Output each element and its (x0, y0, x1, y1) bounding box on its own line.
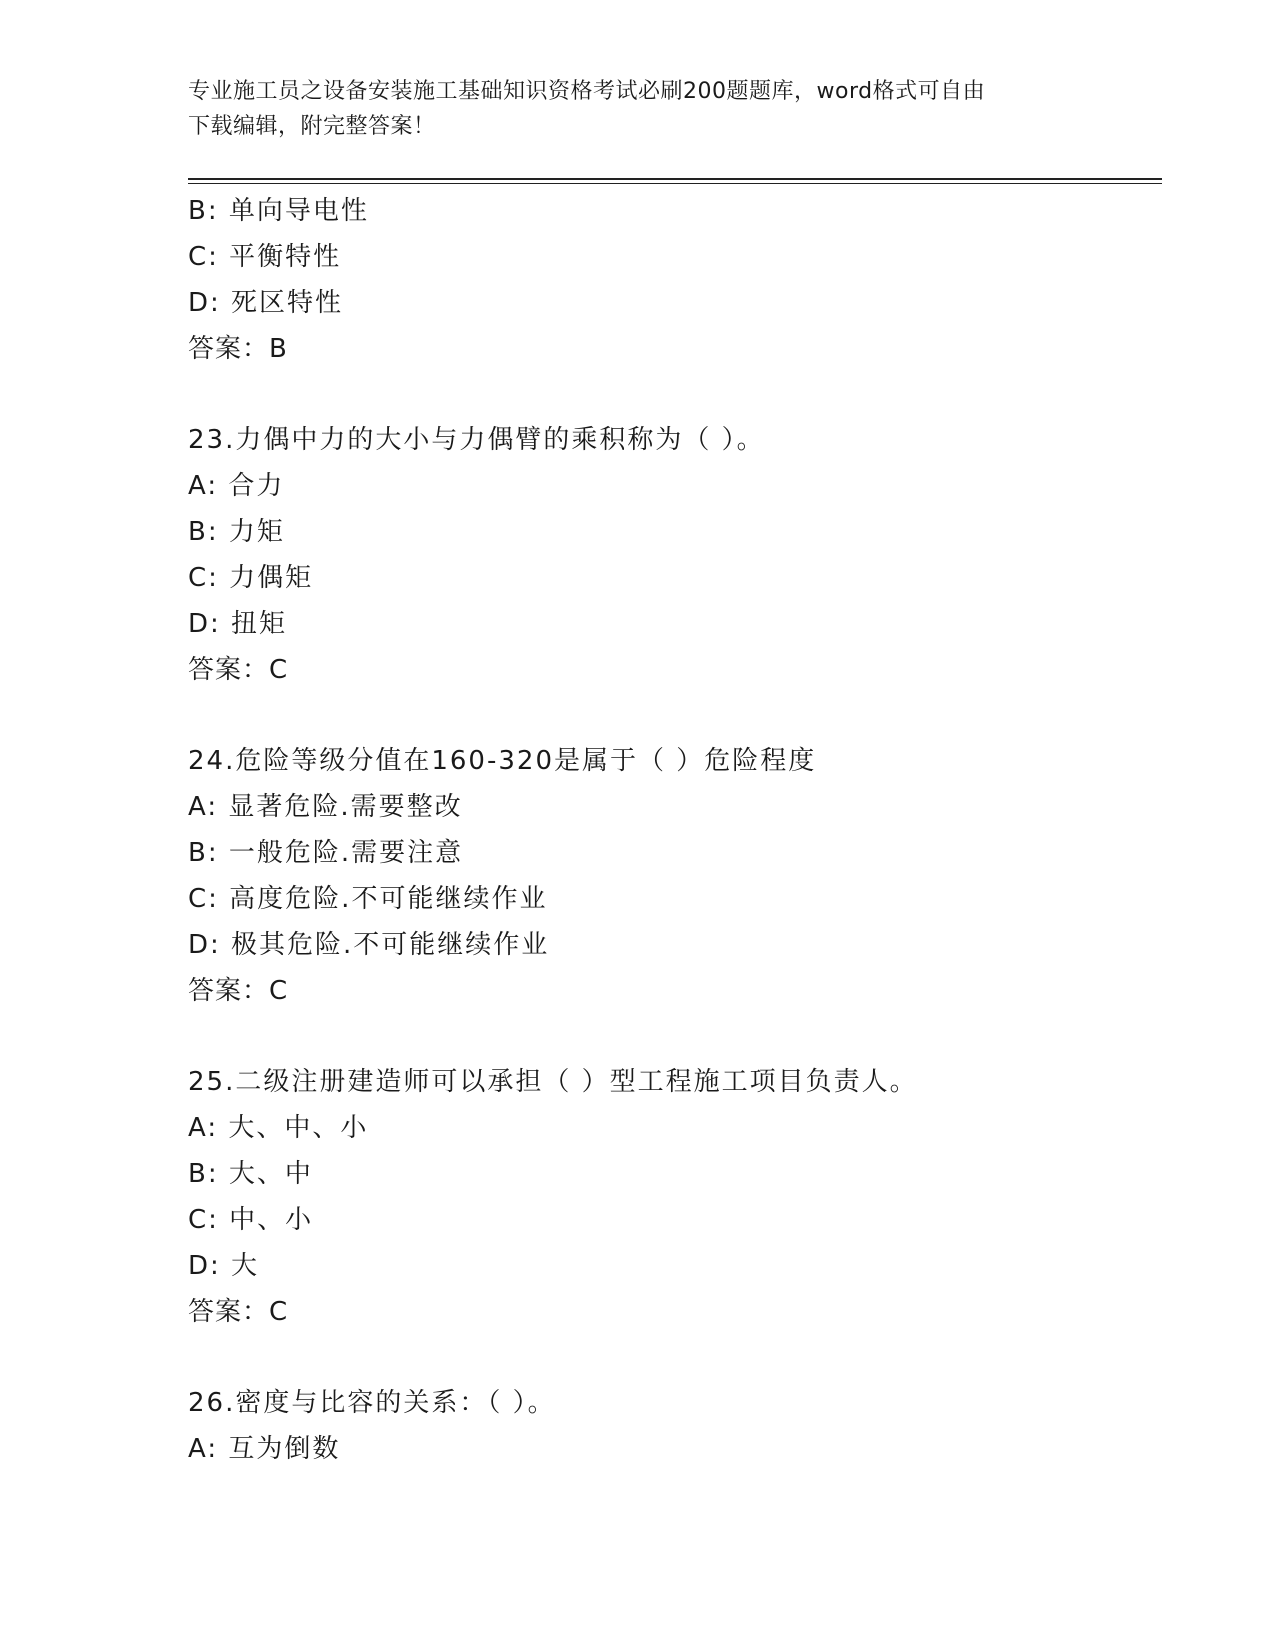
option-b: B: 大、中 (188, 1159, 313, 1189)
document-header (188, 74, 1078, 144)
option-c: C: 中、小 (188, 1205, 314, 1235)
answer: 答案：B (188, 334, 288, 364)
option-d: D: 死区特性 (188, 288, 344, 318)
question-26 (188, 1380, 1148, 1472)
question-stem: 23.力偶中力的大小与力偶臂的乘积称为（ ）。 (188, 425, 765, 455)
spacer (188, 1014, 1148, 1059)
header-title-line-1: 专业施工员之设备安装施工基础知识资格考试必刷200题题库，word格式可自由 (188, 79, 986, 104)
question-list (188, 188, 1148, 1472)
option-d: D: 极其危险.不可能继续作业 (188, 930, 550, 960)
question-25 (188, 1059, 1148, 1335)
question-stem: 25.二级注册建造师可以承担（ ）型工程施工项目负责人。 (188, 1067, 918, 1097)
answer: 答案：C (188, 655, 289, 685)
answer: 答案：C (188, 1297, 289, 1327)
header-divider-thin (188, 183, 1162, 184)
question-stem: 24.危险等级分值在160-320是属于（ ）危险程度 (188, 746, 817, 776)
header-divider-thick (188, 178, 1162, 180)
option-a: A: 显著危险.需要整改 (188, 792, 463, 822)
question-23 (188, 417, 1148, 693)
spacer (188, 693, 1148, 738)
option-c: C: 力偶矩 (188, 563, 314, 593)
question-stem: 26.密度与比容的关系：（ ）。 (188, 1388, 556, 1418)
option-b: B: 单向导电性 (188, 196, 369, 226)
option-a: A: 大、中、小 (188, 1113, 369, 1143)
option-a: A: 合力 (188, 471, 285, 501)
option-c: C: 平衡特性 (188, 242, 342, 272)
option-b: B: 一般危险.需要注意 (188, 838, 464, 868)
question-24 (188, 738, 1148, 1014)
answer: 答案：C (188, 976, 289, 1006)
option-d: D: 大 (188, 1251, 260, 1281)
question-22-continued (188, 188, 1148, 372)
spacer (188, 1335, 1148, 1380)
option-a: A: 互为倒数 (188, 1434, 341, 1464)
option-b: B: 力矩 (188, 517, 285, 547)
header-title-line-2: 下载编辑，附完整答案！ (188, 114, 436, 139)
option-c: C: 高度危险.不可能继续作业 (188, 884, 548, 914)
option-d: D: 扭矩 (188, 609, 288, 639)
spacer (188, 372, 1148, 417)
